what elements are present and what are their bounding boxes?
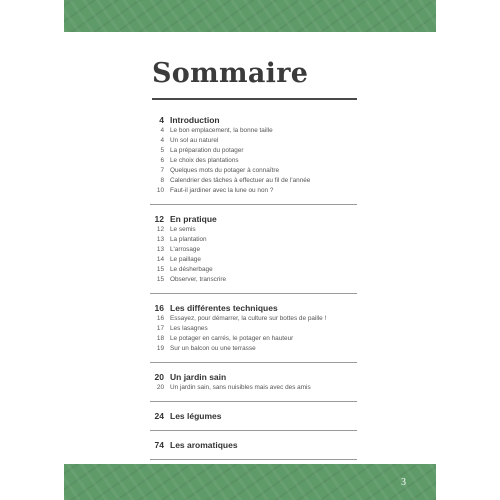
toc-entry[interactable]	[150, 146, 410, 156]
toc-page-number: 6	[160, 157, 164, 164]
toc-entry[interactable]	[150, 245, 410, 255]
toc-entry[interactable]	[150, 265, 410, 275]
toc-entry[interactable]	[150, 383, 410, 393]
toc-entry-text: Faut-il jardiner avec la lune ou non ?	[170, 187, 274, 194]
toc-page-number: 4	[160, 137, 164, 144]
section-divider	[150, 204, 357, 205]
toc-page-number: 10	[156, 187, 164, 194]
toc-heading-text: Les légumes	[170, 411, 222, 421]
toc-page-number: 20	[154, 372, 164, 382]
toc-section-en-pratique	[150, 213, 410, 285]
section-divider	[150, 401, 357, 402]
footer-decorative-band	[64, 464, 436, 500]
toc-heading-text: Les aromatiques	[170, 440, 238, 450]
toc-section-jardin-sain	[150, 371, 410, 393]
toc-heading-text: Introduction	[170, 115, 220, 125]
toc-page-number: 7	[160, 167, 164, 174]
toc-page-number: 16	[156, 315, 164, 322]
toc-page-number: 8	[160, 177, 164, 184]
toc-page-number: 24	[154, 411, 164, 421]
toc-entry-text: Calendrier des tâches à effectuer au fil de l'année	[170, 177, 311, 184]
toc-page-number: 14	[156, 256, 164, 263]
section-divider	[150, 362, 357, 363]
toc-section-introduction	[150, 114, 410, 196]
toc-section-aromatiques	[150, 439, 410, 451]
toc-entry[interactable]	[150, 156, 410, 166]
toc-page-number: 20	[156, 384, 164, 391]
toc-page-number: 74	[154, 440, 164, 450]
toc-entry[interactable]	[150, 225, 410, 235]
header-decorative-band	[64, 0, 436, 32]
toc-heading-text: En pratique	[170, 214, 217, 224]
toc-entry-text: Observer, transcrire	[170, 276, 227, 283]
title-underline	[152, 98, 357, 100]
toc-entry-text: Le paillage	[170, 256, 201, 263]
toc-entry-text: La plantation	[170, 236, 207, 243]
toc-heading-text: Un jardin sain	[170, 372, 227, 382]
toc-section-techniques	[150, 302, 410, 354]
toc-heading-text: Les différentes techniques	[170, 303, 278, 313]
toc-entry[interactable]	[150, 255, 410, 265]
toc-page-number: 4	[159, 115, 164, 125]
toc-entry[interactable]	[150, 324, 410, 334]
toc-section-heading[interactable]	[150, 371, 410, 383]
toc-entry-text: Sur un balcon ou une terrasse	[170, 345, 256, 352]
toc-entry-text: Le semis	[170, 226, 196, 233]
toc-entry-text: Essayez, pour démarrer, la culture sur bottes de paille !	[170, 315, 327, 322]
toc-page-number: 18	[156, 335, 164, 342]
toc-section-heading[interactable]	[150, 114, 410, 126]
page-title: Sommaire	[152, 58, 309, 89]
toc-entry[interactable]	[150, 314, 410, 324]
toc-entry-text: Un jardin sain, sans nuisibles mais avec des amis	[170, 384, 311, 391]
section-divider	[150, 293, 357, 294]
toc-page-number: 12	[156, 226, 164, 233]
toc-page-number: 4	[160, 127, 164, 134]
toc-page-number: 13	[156, 246, 164, 253]
toc-section-heading[interactable]	[150, 439, 410, 451]
toc-page-number: 12	[154, 214, 164, 224]
toc-entry-text: Le désherbage	[170, 266, 213, 273]
toc-entry-text: L'arrosage	[170, 246, 200, 253]
toc-entry[interactable]	[150, 334, 410, 344]
page-number: 3	[401, 477, 406, 488]
toc-page-number: 19	[156, 345, 164, 352]
toc-entry[interactable]	[150, 186, 410, 196]
toc-section-legumes	[150, 410, 410, 422]
table-of-contents	[150, 114, 410, 488]
toc-section-heading[interactable]	[150, 410, 410, 422]
section-divider	[150, 430, 357, 431]
toc-entry[interactable]	[150, 176, 410, 186]
toc-entry-text: Un sol au naturel	[170, 137, 219, 144]
toc-page-number: 16	[154, 303, 164, 313]
toc-page-number: 13	[156, 236, 164, 243]
toc-section-heading[interactable]	[150, 302, 410, 314]
toc-entry-text: Le choix des plantations	[170, 157, 239, 164]
toc-entry[interactable]	[150, 126, 410, 136]
toc-entry-text: Quelques mots du potager à connaître	[170, 167, 280, 174]
toc-entry[interactable]	[150, 166, 410, 176]
toc-entry-text: Les lasagnes	[170, 325, 208, 332]
section-divider	[150, 459, 357, 460]
toc-entry-text: Le bon emplacement, la bonne taille	[170, 127, 273, 134]
toc-entry[interactable]	[150, 136, 410, 146]
toc-page-number: 15	[156, 266, 164, 273]
toc-entry-text: Le potager en carrés, le potager en hauteur	[170, 335, 294, 342]
toc-section-heading[interactable]	[150, 213, 410, 225]
toc-entry[interactable]	[150, 235, 410, 245]
toc-page-number: 5	[160, 147, 164, 154]
toc-entry[interactable]	[150, 275, 410, 285]
toc-entry[interactable]	[150, 344, 410, 354]
toc-page-number: 17	[156, 325, 164, 332]
toc-page-number: 15	[156, 276, 164, 283]
toc-entry-text: La préparation du potager	[170, 147, 244, 154]
